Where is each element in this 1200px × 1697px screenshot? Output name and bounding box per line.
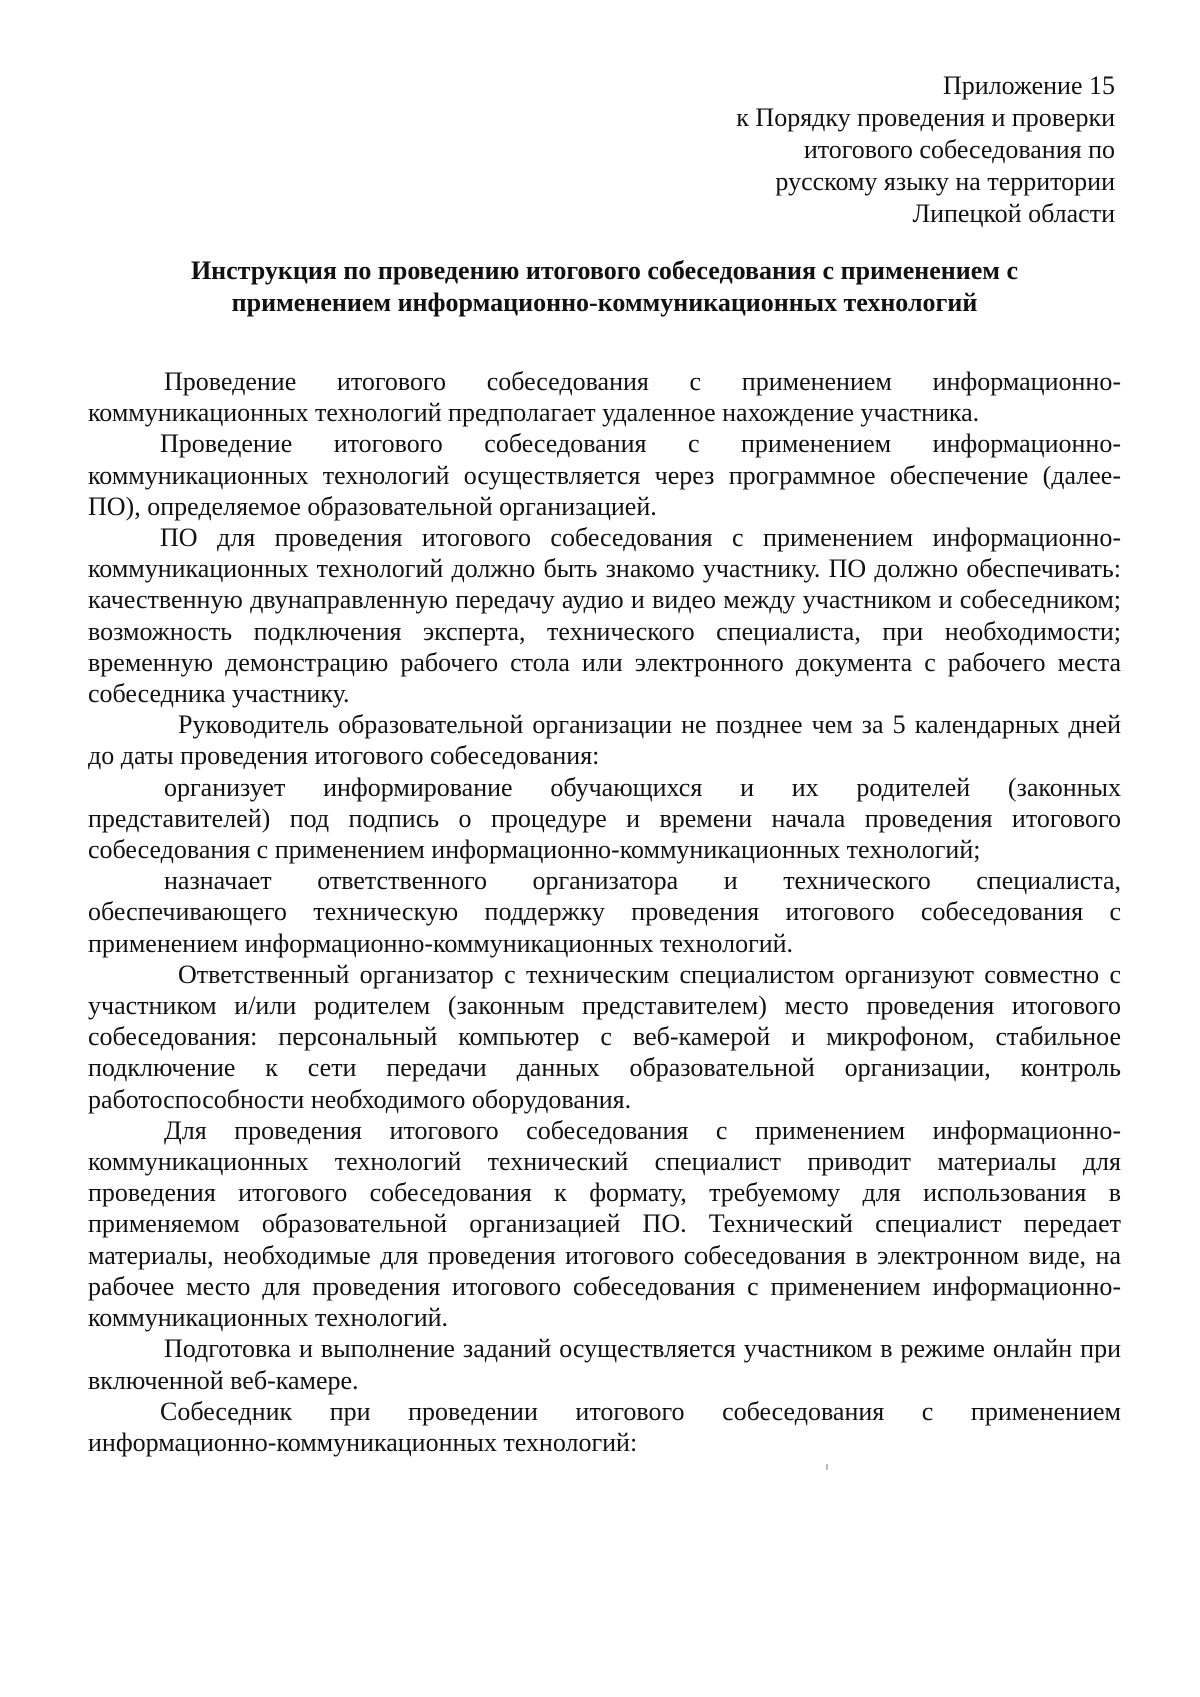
paragraph: Собеседник при проведении итогового собеседования с применением информационно-коммуникационных технологий: [88,1396,1121,1457]
paragraph: Подготовка и выполнение заданий осуществляется участником в режиме онлайн при включенной веб-камере. [88,1334,1121,1395]
appendix-line: к Порядку проведения и проверки [736,103,1115,132]
appendix-line: итогового собеседования по [803,135,1115,164]
list-paragraph: назначает ответственного организатора и технического специалиста, обеспечивающего техническую поддержку проведения итогового собеседования с применением информационно-коммуникационных технологий. [88,866,1121,958]
paragraph: Ответственный организатор с техническим специалистом организуют совместно с участником и/или родителем (законным представителем) место проведения итогового собеседования: персональный компьютер с веб-камерой и микрофоном, стабильное подключение к сети передачи данных образовательной организации, контроль работоспособности необходимого оборудования. [88,959,1121,1114]
appendix-reference [736,70,1115,230]
paragraph: Руководитель образовательной организации не позднее чем за 5 календарных дней до даты проведения итогового собеседования: [88,710,1121,771]
title-line: Инструкция по проведению итогового собеседования с применением с [190,256,1019,285]
paragraph: ПО для проведения итогового собеседования с применением информационно-коммуникационных технологий должно быть знакомо участнику. ПО должно обеспечивать: качественную двунаправленную передачу аудио и видео между участником и собеседником; возможность подключения эксперта, технического специалиста, при необходимости; временную демонстрацию рабочего стола или электронного документа с рабочего места собеседника участнику. [88,523,1121,709]
document-body [88,366,1121,1458]
paragraph: Проведение итогового собеседования с применением информационно-коммуникационных технологий осуществляется через программное обеспечение (далее-ПО), определяемое образовательной организацией. [88,429,1121,521]
title-line: применением информационно-коммуникационных технологий [231,288,978,317]
scan-artifact [826,1464,828,1470]
appendix-line: русскому языку на территории [775,167,1115,196]
list-paragraph: организует информирование обучающихся и их родителей (законных представителей) под подпись о процедуре и времени начала проведения итогового собеседования с применением информационно-коммуникационных технологий; [88,772,1121,865]
appendix-line: Приложение 15 [942,71,1115,100]
paragraph: Для проведения итогового собеседования с применением информационно-коммуникационных технологий технический специалист приводит материалы для проведения итогового собеседования к формату, требуемому для использования в применяемом образовательной организацией ПО. Технический специалист передает материалы, необходимые для проведения итогового собеседования в электронном виде, на рабочее место для проведения итогового собеседования с применением информационно-коммуникационных технологий. [88,1115,1121,1333]
paragraph: Проведение итогового собеседования с применением информационно-коммуникационных технологий предполагает удаленное нахождение участника. [88,367,1121,428]
document-title [88,255,1121,319]
appendix-line: Липецкой области [912,199,1115,228]
